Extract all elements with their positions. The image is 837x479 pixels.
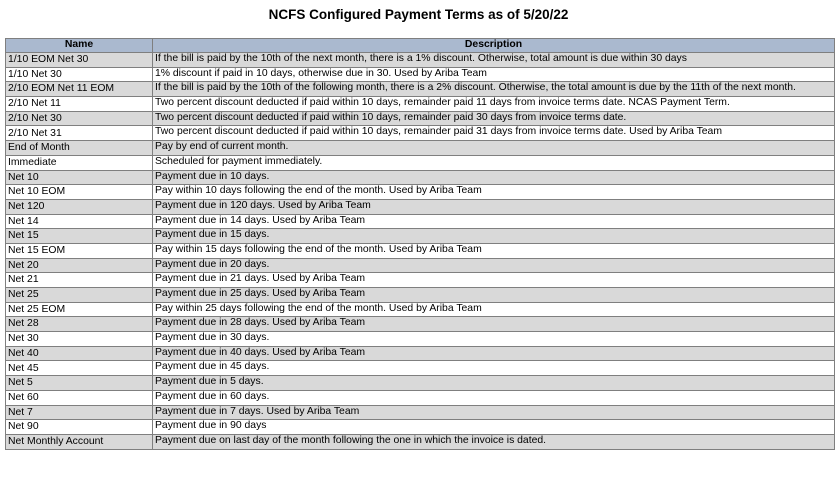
term-name-cell: Net 28 (6, 317, 153, 332)
term-description-cell: Pay within 10 days following the end of the month. Used by Ariba Team (153, 185, 835, 200)
term-description-cell: Two percent discount deducted if paid within 10 days, remainder paid 11 days from invoice terms date. NCAS Payment Term. (153, 97, 835, 112)
term-description-cell: Payment due in 90 days (153, 420, 835, 435)
term-name-cell: Net 15 (6, 229, 153, 244)
term-name-cell: Net 25 EOM (6, 302, 153, 317)
table-row (6, 229, 835, 244)
term-name-cell: Immediate (6, 155, 153, 170)
term-description-cell: Payment due in 10 days. (153, 170, 835, 185)
term-name-cell: Net 10 (6, 170, 153, 185)
term-name-cell: Net 20 (6, 258, 153, 273)
term-name-cell: Net 25 (6, 288, 153, 303)
table-row (6, 288, 835, 303)
payment-terms-table (5, 38, 835, 450)
table-header-row (6, 39, 835, 53)
column-header-name: Name (6, 39, 153, 53)
table-row (6, 126, 835, 141)
term-name-cell: 2/10 EOM Net 11 EOM (6, 82, 153, 97)
term-description-cell: Payment due in 40 days. Used by Ariba Team (153, 346, 835, 361)
term-description-cell: Payment due in 60 days. (153, 390, 835, 405)
table-row (6, 434, 835, 449)
table-row (6, 273, 835, 288)
term-description-cell: Payment due in 25 days. Used by Ariba Team (153, 288, 835, 303)
term-description-cell: Payment due in 7 days. Used by Ariba Team (153, 405, 835, 420)
term-description-cell: If the bill is paid by the 10th of the following month, there is a 2% discount. Otherwise, the total amount is due by the 11th of the next month. (153, 82, 835, 97)
table-row (6, 302, 835, 317)
term-name-cell: End of Month (6, 141, 153, 156)
table-row (6, 82, 835, 97)
term-name-cell: Net 10 EOM (6, 185, 153, 200)
term-name-cell: Net 21 (6, 273, 153, 288)
term-description-cell: If the bill is paid by the 10th of the next month, there is a 1% discount. Otherwise, total amount is due within 30 days (153, 53, 835, 68)
term-description-cell: Payment due on last day of the month following the one in which the invoice is dated. (153, 434, 835, 449)
table-row (6, 111, 835, 126)
term-name-cell: Net 5 (6, 376, 153, 391)
term-description-cell: Payment due in 14 days. Used by Ariba Team (153, 214, 835, 229)
term-name-cell: 1/10 EOM Net 30 (6, 53, 153, 68)
term-description-cell: Pay within 15 days following the end of the month. Used by Ariba Team (153, 243, 835, 258)
term-description-cell: Payment due in 120 days. Used by Ariba Team (153, 199, 835, 214)
term-description-cell: Pay within 25 days following the end of the month. Used by Ariba Team (153, 302, 835, 317)
table-row (6, 243, 835, 258)
table-row (6, 199, 835, 214)
table-row (6, 361, 835, 376)
term-description-cell: Payment due in 21 days. Used by Ariba Team (153, 273, 835, 288)
term-name-cell: Net Monthly Account (6, 434, 153, 449)
column-header-description: Description (153, 39, 835, 53)
table-body (6, 53, 835, 450)
table-row (6, 67, 835, 82)
term-description-cell: Payment due in 20 days. (153, 258, 835, 273)
term-name-cell: Net 7 (6, 405, 153, 420)
table-row (6, 332, 835, 347)
table-row (6, 346, 835, 361)
term-name-cell: Net 45 (6, 361, 153, 376)
term-description-cell: Two percent discount deducted if paid within 10 days, remainder paid 31 days from invoice terms date. Used by Ariba Team (153, 126, 835, 141)
table-row (6, 258, 835, 273)
term-description-cell: Payment due in 15 days. (153, 229, 835, 244)
table-row (6, 376, 835, 391)
term-description-cell: 1% discount if paid in 10 days, otherwise due in 30. Used by Ariba Team (153, 67, 835, 82)
term-description-cell: Two percent discount deducted if paid within 10 days, remainder paid 30 days from invoice terms date. (153, 111, 835, 126)
term-name-cell: 2/10 Net 31 (6, 126, 153, 141)
table-row (6, 141, 835, 156)
term-description-cell: Payment due in 28 days. Used by Ariba Team (153, 317, 835, 332)
term-description-cell: Payment due in 45 days. (153, 361, 835, 376)
table-row (6, 317, 835, 332)
table-row (6, 390, 835, 405)
term-name-cell: Net 90 (6, 420, 153, 435)
term-description-cell: Payment due in 30 days. (153, 332, 835, 347)
term-name-cell: Net 120 (6, 199, 153, 214)
term-name-cell: Net 60 (6, 390, 153, 405)
term-name-cell: 2/10 Net 30 (6, 111, 153, 126)
table-row (6, 185, 835, 200)
term-name-cell: Net 40 (6, 346, 153, 361)
term-name-cell: Net 15 EOM (6, 243, 153, 258)
term-name-cell: 1/10 Net 30 (6, 67, 153, 82)
page-title: NCFS Configured Payment Terms as of 5/20/22 (268, 7, 569, 22)
table-row (6, 97, 835, 112)
table-row (6, 53, 835, 68)
term-description-cell: Pay by end of current month. (153, 141, 835, 156)
table-row (6, 214, 835, 229)
table-row (6, 170, 835, 185)
term-name-cell: Net 30 (6, 332, 153, 347)
table-row (6, 405, 835, 420)
table-row (6, 420, 835, 435)
term-description-cell: Payment due in 5 days. (153, 376, 835, 391)
term-name-cell: 2/10 Net 11 (6, 97, 153, 112)
term-name-cell: Net 14 (6, 214, 153, 229)
table-row (6, 155, 835, 170)
term-description-cell: Scheduled for payment immediately. (153, 155, 835, 170)
